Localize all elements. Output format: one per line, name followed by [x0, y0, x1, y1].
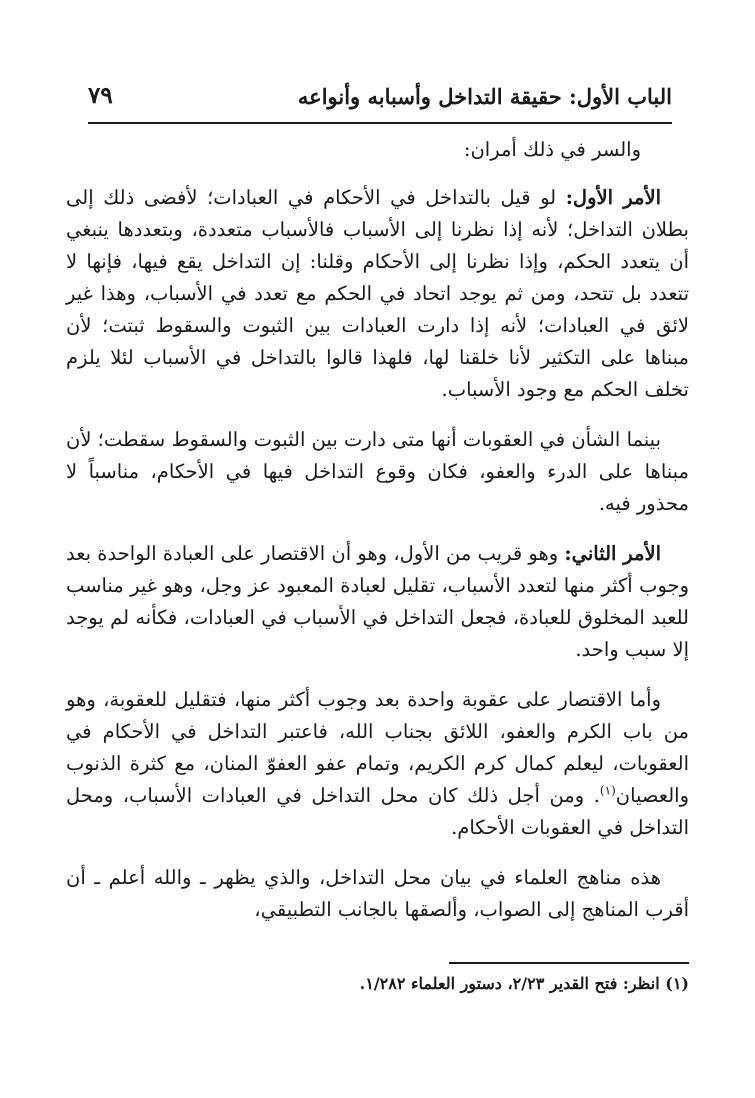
paragraph-intro [66, 134, 689, 166]
paragraph-text: وهو قريب من الأول، وهو أن الاقتصار على العبادة الواحدة بعد وجوب أكثر منها لتعدد الأسباب، تقليل لعبادة المعبود عز وجل، وهو غير مناسب للعبد المخلوق للعبادة، فجعل التداخل في الأسباب في العبادات، فكأنه لم يوجد إلا سبب واحد. [66, 542, 689, 661]
paragraph-text: لو قيل بالتداخل في الأحكام في العبادات؛ لأفضى ذلك إلى بطلان التداخل؛ لأنه إذا نظرنا إلى الأسباب فالأسباب متعددة، وبتعددها ينبغي أن يتعدد الحكم، وإذا نظرنا إلى الأحكام وقلنا: إن التداخل يقع فيها، فإنها لا تتعدد بل تتحد، ومن ثم يوجد اتحاد في الحكم مع تعدد في الأسباب، وهذا غير لائق في العبادات؛ لأنه إذا دارت العبادات بين الثبوت والسقوط ثبتت؛ لأن مبناها على التكثير لأنا خلقنا لها، فلهذا قالوا بالتداخل في الأسباب لئلا يلزم تخلف الحكم مع وجود الأسباب. [66, 186, 689, 401]
footnote-marker: (١) [665, 974, 689, 993]
body-text [66, 134, 689, 944]
footnote-text: انظر: فتح القدير ٢/٢٣، دستور العلماء ١/٢٨٢. [359, 974, 660, 993]
footnote [66, 972, 689, 996]
paragraph-text: هذه مناهج العلماء في بيان محل التداخل، والذي يظهر ـ والله أعلم ـ أن أقرب المناهج إلى الصواب، وألصقها بالجانب التطبيقي، [66, 866, 689, 921]
paragraph-text: بينما الشأن في العقوبات أنها متى دارت بين الثبوت والسقوط سقطت؛ لأن مبناها على الدرء والعفو، فكان وقوع التداخل فيها في الأحكام، مناسباً لا محذور فيه. [66, 428, 689, 515]
chapter-title: الباب الأول: حقيقة التداخل وأسبابه وأنواعه [297, 84, 672, 109]
running-header [88, 78, 672, 124]
paragraph-text: وأما الاقتصار على عقوبة واحدة بعد وجوب أكثر منها، فتقليل للعقوبة، وهو من باب الكرم والعفو، اللائق بجناب الله، فاعتبر التداخل في الأحكام في العقوبات، ليعلم كمال كرم الكريم، وتمام عفو العفوّ المنان، مع كثرة الذنوب والعصيان [66, 688, 689, 807]
paragraph-conclusion [66, 862, 689, 926]
footnote-separator [449, 962, 689, 964]
page-number: ٧٩ [88, 82, 113, 109]
paragraph-single-punishment [66, 684, 689, 844]
paragraph-second-matter [66, 538, 689, 666]
paragraph-first-matter [66, 182, 689, 406]
paragraph-text: والسر في ذلك أمران: [463, 138, 641, 161]
paragraph-lead: الأمر الأول: [565, 186, 661, 209]
paragraph-text: . ومن أجل ذلك كان محل التداخل في العبادات الأسباب، ومحل التداخل في العقوبات الأحكام. [66, 784, 689, 839]
paragraph-punishments [66, 424, 689, 520]
footnote-reference[interactable]: (١) [599, 783, 616, 798]
paragraph-lead: الأمر الثاني: [564, 542, 661, 565]
